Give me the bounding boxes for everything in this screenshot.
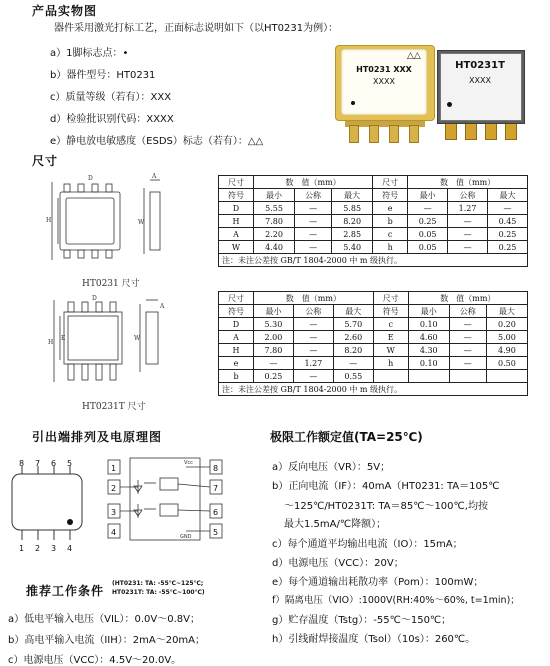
section-title-recommended: 推荐工作条件 bbox=[26, 584, 105, 598]
limit-item: 最大1.5mA/℃降额）； bbox=[284, 519, 387, 530]
th-min: 最小 bbox=[254, 189, 295, 202]
th-nom: 公称 bbox=[295, 189, 332, 202]
limit-item: e）每个通道输出耗散功率（Pom）：100mW； bbox=[272, 577, 484, 588]
th-max: 最大 bbox=[333, 305, 373, 318]
table-row: H 7.80 — 8.20 b 0.25 — 0.45 bbox=[219, 215, 528, 228]
svg-text:D: D bbox=[88, 175, 93, 182]
section-title-pinout: 引出端排列及电原理图 bbox=[32, 430, 163, 444]
th-value: 数 值（mm） bbox=[408, 176, 528, 189]
th-min: 最小 bbox=[254, 305, 294, 318]
svg-text:H: H bbox=[46, 217, 52, 224]
limit-item: d）电源电压（VCC）：20V； bbox=[272, 558, 404, 569]
marking-item: b）器件型号：HT0231 bbox=[50, 70, 156, 81]
svg-text:E: E bbox=[61, 335, 66, 342]
th-symbol: 尺寸 bbox=[373, 292, 408, 305]
th-symbol: 尺寸 bbox=[219, 176, 254, 189]
pin-label: 2 bbox=[35, 544, 41, 553]
limit-item: g）贮存温度（Tstg）：-55℃～150℃； bbox=[272, 615, 452, 626]
th-value: 数 值（mm） bbox=[408, 292, 527, 305]
schem-pin-label: 4 bbox=[111, 528, 117, 537]
schem-pin-label: 7 bbox=[213, 484, 219, 493]
circuit-schematic bbox=[100, 450, 240, 550]
table-note: 注：未注公差按 GB/T 1804-2000 中 m 级执行。 bbox=[219, 254, 528, 267]
svg-text:W: W bbox=[134, 335, 141, 342]
pin-label: 6 bbox=[51, 459, 57, 468]
table-row: e — 1.27 — h 0.10 — 0.50 bbox=[219, 357, 528, 370]
pin1-dot-icon bbox=[67, 519, 73, 525]
th-max: 最大 bbox=[487, 189, 527, 202]
th-max: 最大 bbox=[486, 305, 527, 318]
pin-label: 3 bbox=[51, 544, 57, 553]
marking-item: c）质量等级（若有）：XXX bbox=[50, 92, 172, 103]
recommended-item: a）低电平输入电压（VIL）：0.0V～0.8V； bbox=[8, 614, 200, 625]
table-row: W 4.40 — 5.40 h 0.05 — 0.25 bbox=[219, 241, 528, 254]
schem-pin-label: 5 bbox=[213, 528, 219, 537]
limit-item: f）隔离电压（VIO）:1000V(RH:40%～60%, t=1min)； bbox=[272, 595, 520, 606]
table-row: D 5.55 — 5.85 e — 1.27 — bbox=[219, 202, 528, 215]
dimension-table-1 bbox=[218, 175, 528, 267]
th-symbol: 尺寸 bbox=[373, 176, 408, 189]
table-row: D 5.30 — 5.70 c 0.10 — 0.20 bbox=[219, 318, 528, 331]
th-symbol: 尺寸 bbox=[219, 292, 254, 305]
drawing-caption-2: HT0231T 尺寸 bbox=[82, 402, 146, 412]
chip-marking-line2: XXXX bbox=[469, 76, 491, 85]
chip-photo-ht0231 bbox=[335, 45, 435, 145]
th-max: 最大 bbox=[332, 189, 373, 202]
drawing-caption-1: HT0231 尺寸 bbox=[82, 279, 140, 289]
th-nom: 公称 bbox=[448, 189, 488, 202]
th-symbol-2: 符号 bbox=[219, 189, 254, 202]
pin-label: 1 bbox=[19, 544, 25, 553]
pin-label: 4 bbox=[67, 544, 73, 553]
table-row: A 2.20 — 2.85 c 0.05 — 0.25 bbox=[219, 228, 528, 241]
table-note: 注：未注公差按 GB/T 1804-2000 中 m 级执行。 bbox=[219, 383, 528, 396]
th-value: 数 值（mm） bbox=[254, 176, 373, 189]
chip-photo-ht0231t bbox=[437, 50, 527, 150]
section-title-dimensions: 尺寸 bbox=[32, 154, 59, 168]
marking-intro: 器件采用激光打标工艺，正面标志说明如下（以HT0231为例）： bbox=[54, 23, 339, 34]
svg-text:H: H bbox=[48, 339, 54, 346]
pin1-dot-icon bbox=[447, 102, 452, 107]
svg-text:A: A bbox=[160, 303, 165, 310]
table-row: b 0.25 — 0.55 bbox=[219, 370, 528, 383]
recommended-note-2: HT0231T: TA: -55℃~100℃) bbox=[112, 589, 205, 596]
limit-item: b）正向电流（IF）：40mA（HT0231: TA＝105℃ bbox=[272, 481, 500, 492]
recommended-note-1: (HT0231: TA: -55℃~125℃; bbox=[112, 580, 204, 587]
th-min: 最小 bbox=[408, 189, 448, 202]
limit-item: ～125℃/HT0231T: TA＝85℃～100℃,均按 bbox=[284, 501, 488, 512]
th-value: 数 值（mm） bbox=[254, 292, 374, 305]
th-symbol-2: 符号 bbox=[373, 305, 408, 318]
svg-text:D: D bbox=[92, 295, 97, 302]
th-symbol-2: 符号 bbox=[373, 189, 408, 202]
limit-item: a）反向电压（VR）：5V； bbox=[272, 462, 391, 473]
chip-marking-line2: XXXX bbox=[373, 77, 395, 86]
th-nom: 公称 bbox=[449, 305, 486, 318]
limit-item: c）每个通道平均输出电流（IO）：15mA； bbox=[272, 539, 463, 550]
ht0231-dimension-drawing bbox=[38, 172, 178, 272]
chip-marking-line1: HT0231 XXX bbox=[356, 65, 412, 74]
schem-pin-label: 2 bbox=[111, 484, 117, 493]
recommended-item: b）高电平输入电流（IIH）：2mA～20mA； bbox=[8, 635, 206, 646]
ht0231t-dimension-drawing bbox=[38, 294, 178, 394]
section-title-limits: 极限工作额定值(TA=25℃) bbox=[270, 430, 423, 444]
section-title-product-photo: 产品实物图 bbox=[32, 4, 98, 18]
vcc-label: Vcc bbox=[184, 460, 193, 466]
svg-text:A: A bbox=[152, 173, 157, 180]
schem-pin-label: 6 bbox=[213, 508, 219, 517]
recommended-item: c）电源电压（VCC）：4.5V～20.0V。 bbox=[8, 655, 182, 666]
marking-item: e）静电放电敏感度（ESDS）标志（若有）：△△ bbox=[50, 136, 264, 147]
th-symbol-2: 符号 bbox=[219, 305, 254, 318]
marking-item: d）检验批识别代码：XXXX bbox=[50, 114, 174, 125]
svg-text:W: W bbox=[138, 219, 145, 226]
pin1-dot-icon bbox=[351, 101, 355, 105]
dimension-table-2 bbox=[218, 291, 528, 396]
pin-label: 8 bbox=[19, 459, 25, 468]
marking-item: a）1脚标志点：• bbox=[50, 48, 129, 59]
table-row: H 7.80 — 8.20 W 4.30 — 4.90 bbox=[219, 344, 528, 357]
th-nom: 公称 bbox=[293, 305, 333, 318]
limit-item: h）引线耐焊接温度（Tsol）（10s）：260℃。 bbox=[272, 634, 476, 645]
esd-mark: △△ bbox=[407, 51, 421, 61]
schem-pin-label: 3 bbox=[111, 508, 117, 517]
schem-pin-label: 8 bbox=[213, 464, 219, 473]
chip-marking-line1: HT0231T bbox=[455, 60, 505, 71]
gnd-label: GND bbox=[180, 534, 192, 540]
pin-label: 5 bbox=[67, 459, 73, 468]
table-row: A 2.00 — 2.60 E 4.60 — 5.00 bbox=[219, 331, 528, 344]
th-min: 最小 bbox=[408, 305, 449, 318]
schem-pin-label: 1 bbox=[111, 464, 117, 473]
pin-label: 7 bbox=[35, 459, 41, 468]
